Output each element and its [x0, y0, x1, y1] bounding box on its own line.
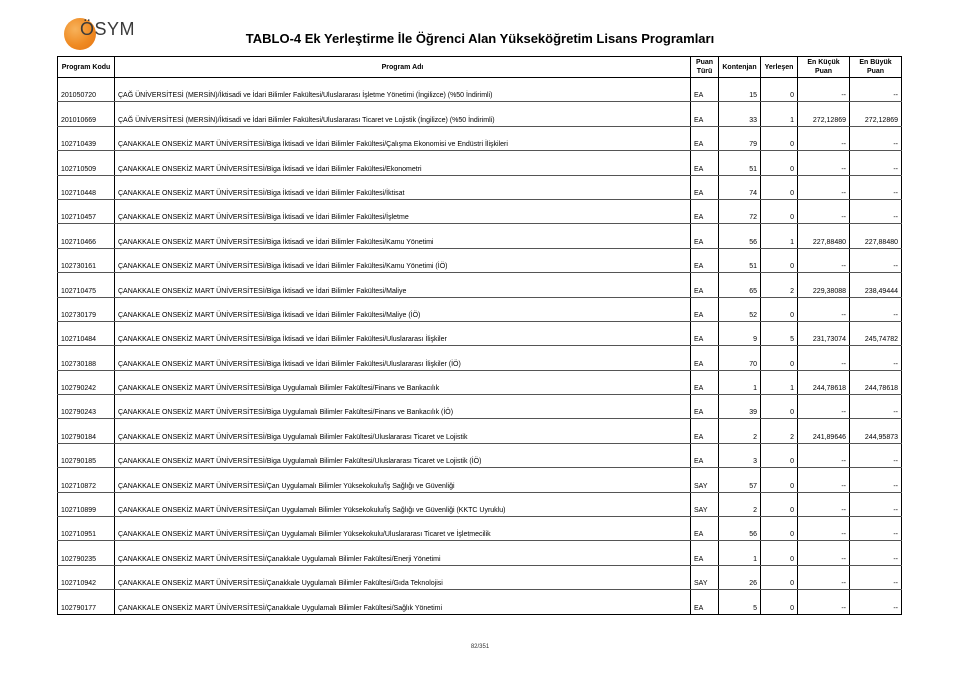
cell-en-kucuk-puan: --: [798, 517, 850, 541]
cell-program-adi: ÇANAKKALE ONSEKİZ MART ÜNİVERSİTESİ/Biga İktisadi ve İdari Bilimler Fakültesi/Ekonometri: [115, 151, 691, 175]
cell-en-buyuk-puan: 227,88480: [850, 224, 902, 248]
cell-kontenjan: 2: [719, 419, 761, 443]
cell-en-kucuk-puan: --: [798, 297, 850, 321]
cell-kontenjan: 56: [719, 224, 761, 248]
table-row: [58, 492, 902, 516]
col-header-en-buyuk-puan: [850, 57, 902, 78]
cell-program-adi: ÇANAKKALE ONSEKİZ MART ÜNİVERSİTESİ/Biga Uygulamalı Bilimler Fakültesi/Uluslararası Ticaret ve Lojistik: [115, 419, 691, 443]
cell-yerlesen: 0: [761, 199, 798, 223]
programs-table: [57, 56, 902, 615]
cell-en-kucuk-puan: 231,73074: [798, 321, 850, 345]
cell-program-kodu: 102790177: [58, 590, 115, 614]
table-body: [58, 78, 902, 615]
cell-yerlesen: 0: [761, 297, 798, 321]
cell-en-kucuk-puan: 241,89646: [798, 419, 850, 443]
cell-puan-turu: EA: [691, 297, 719, 321]
cell-yerlesen: 0: [761, 175, 798, 199]
cell-program-kodu: 102730188: [58, 346, 115, 370]
table-row: [58, 517, 902, 541]
cell-kontenjan: 52: [719, 297, 761, 321]
cell-en-kucuk-puan: --: [798, 346, 850, 370]
cell-yerlesen: 0: [761, 126, 798, 150]
cell-en-buyuk-puan: --: [850, 517, 902, 541]
cell-en-buyuk-puan: 272,12869: [850, 102, 902, 126]
cell-en-buyuk-puan: --: [850, 248, 902, 272]
cell-program-adi: ÇANAKKALE ONSEKİZ MART ÜNİVERSİTESİ/Biga İktisadi ve İdari Bilimler Fakültesi/Çalışma Ekonomisi ve Endüstri İlişkileri: [115, 126, 691, 150]
cell-yerlesen: 0: [761, 78, 798, 102]
cell-puan-turu: EA: [691, 395, 719, 419]
cell-en-kucuk-puan: 272,12869: [798, 102, 850, 126]
cell-kontenjan: 9: [719, 321, 761, 345]
cell-yerlesen: 1: [761, 224, 798, 248]
cell-yerlesen: 1: [761, 370, 798, 394]
cell-program-adi: ÇANAKKALE ONSEKİZ MART ÜNİVERSİTESİ/Biga Uygulamalı Bilimler Fakültesi/Uluslararası Ticaret ve Lojistik (İÖ): [115, 443, 691, 467]
cell-en-kucuk-puan: --: [798, 443, 850, 467]
cell-program-adi: ÇAĞ ÜNİVERSİTESİ (MERSİN)/İktisadi ve İdari Bilimler Fakültesi/Uluslararası Ticaret ve Lojistik (İngilizce) (%50 İndirimli): [115, 102, 691, 126]
cell-program-kodu: 102790185: [58, 443, 115, 467]
cell-kontenjan: 79: [719, 126, 761, 150]
cell-program-adi: ÇANAKKALE ONSEKİZ MART ÜNİVERSİTESİ/Biga İktisadi ve İdari Bilimler Fakültesi/Maliye: [115, 273, 691, 297]
cell-program-adi: ÇANAKKALE ONSEKİZ MART ÜNİVERSİTESİ/Biga İktisadi ve İdari Bilimler Fakültesi/İşletme: [115, 199, 691, 223]
cell-puan-turu: EA: [691, 370, 719, 394]
cell-en-buyuk-puan: --: [850, 443, 902, 467]
cell-en-kucuk-puan: 229,38088: [798, 273, 850, 297]
cell-program-kodu: 102710448: [58, 175, 115, 199]
cell-en-buyuk-puan: 244,95873: [850, 419, 902, 443]
cell-en-kucuk-puan: --: [798, 565, 850, 589]
cell-program-kodu: 102710509: [58, 151, 115, 175]
cell-en-buyuk-puan: --: [850, 468, 902, 492]
cell-kontenjan: 3: [719, 443, 761, 467]
cell-en-buyuk-puan: --: [850, 492, 902, 516]
table-row: [58, 151, 902, 175]
page-number: 82/351: [470, 644, 490, 650]
cell-puan-turu: EA: [691, 541, 719, 565]
cell-program-kodu: 102730161: [58, 248, 115, 272]
cell-program-adi: ÇANAKKALE ONSEKİZ MART ÜNİVERSİTESİ/Biga İktisadi ve İdari Bilimler Fakültesi/İktisat: [115, 175, 691, 199]
cell-kontenjan: 33: [719, 102, 761, 126]
cell-yerlesen: 2: [761, 273, 798, 297]
cell-program-adi: ÇANAKKALE ONSEKİZ MART ÜNİVERSİTESİ/Biga Uygulamalı Bilimler Fakültesi/Finans ve Bankacılık: [115, 370, 691, 394]
cell-program-adi: ÇANAKKALE ONSEKİZ MART ÜNİVERSİTESİ/Çan Uygulamalı Bilimler Yüksekokulu/Uluslararası Ticaret ve İşletmecilik: [115, 517, 691, 541]
col-header-puan-turu-line2: Türü: [696, 68, 713, 75]
table-row: [58, 443, 902, 467]
cell-en-buyuk-puan: --: [850, 199, 902, 223]
cell-program-kodu: 102710484: [58, 321, 115, 345]
cell-yerlesen: 0: [761, 541, 798, 565]
cell-program-kodu: 102710951: [58, 517, 115, 541]
cell-en-kucuk-puan: 244,78618: [798, 370, 850, 394]
cell-puan-turu: SAY: [691, 492, 719, 516]
cell-en-kucuk-puan: --: [798, 395, 850, 419]
cell-program-kodu: 102710457: [58, 199, 115, 223]
cell-program-kodu: 102710942: [58, 565, 115, 589]
cell-yerlesen: 0: [761, 492, 798, 516]
cell-yerlesen: 1: [761, 102, 798, 126]
cell-program-kodu: 102730179: [58, 297, 115, 321]
table-row: [58, 590, 902, 614]
cell-program-kodu: 201010669: [58, 102, 115, 126]
cell-puan-turu: EA: [691, 199, 719, 223]
table-row: [58, 419, 902, 443]
cell-program-kodu: 102790242: [58, 370, 115, 394]
page-title: TABLO-4 Ek Yerleştirme İle Öğrenci Alan Yükseköğretim Lisans Programları: [245, 31, 715, 46]
cell-program-kodu: 102710475: [58, 273, 115, 297]
cell-program-adi: ÇANAKKALE ONSEKİZ MART ÜNİVERSİTESİ/Çan Uygulamalı Bilimler Yüksekokulu/İş Sağlığı ve Güvenliği: [115, 468, 691, 492]
cell-kontenjan: 1: [719, 541, 761, 565]
cell-program-adi: ÇANAKKALE ONSEKİZ MART ÜNİVERSİTESİ/Çanakkale Uygulamalı Bilimler Fakültesi/Sağlık Yönetimi: [115, 590, 691, 614]
col-header-puan-turu-line1: Puan: [695, 59, 714, 66]
cell-program-adi: ÇAĞ ÜNİVERSİTESİ (MERSİN)/İktisadi ve İdari Bilimler Fakültesi/Uluslararası İşletme Yönetimi (İngilizce) (%50 İndirimli): [115, 78, 691, 102]
cell-en-buyuk-puan: --: [850, 78, 902, 102]
cell-program-kodu: 102710466: [58, 224, 115, 248]
cell-en-buyuk-puan: 238,49444: [850, 273, 902, 297]
cell-en-kucuk-puan: --: [798, 175, 850, 199]
cell-en-buyuk-puan: --: [850, 541, 902, 565]
cell-en-kucuk-puan: --: [798, 468, 850, 492]
cell-yerlesen: 0: [761, 151, 798, 175]
cell-program-adi: ÇANAKKALE ONSEKİZ MART ÜNİVERSİTESİ/Biga İktisadi ve İdari Bilimler Fakültesi/Kamu Yönetimi (İÖ): [115, 248, 691, 272]
cell-en-kucuk-puan: --: [798, 248, 850, 272]
cell-yerlesen: 0: [761, 468, 798, 492]
cell-kontenjan: 5: [719, 590, 761, 614]
cell-en-kucuk-puan: --: [798, 590, 850, 614]
cell-en-kucuk-puan: --: [798, 492, 850, 516]
cell-en-buyuk-puan: --: [850, 346, 902, 370]
cell-kontenjan: 51: [719, 248, 761, 272]
col-header-kontenjan: Kontenjan: [719, 57, 761, 78]
col-header-en-kucuk-line1: En Küçük: [807, 59, 840, 66]
table-row: [58, 102, 902, 126]
cell-kontenjan: 51: [719, 151, 761, 175]
cell-yerlesen: 5: [761, 321, 798, 345]
col-header-program-adi: Program Adı: [115, 57, 691, 78]
cell-program-adi: ÇANAKKALE ONSEKİZ MART ÜNİVERSİTESİ/Biga İktisadi ve İdari Bilimler Fakültesi/Uluslararası İlişkiler: [115, 321, 691, 345]
cell-en-buyuk-puan: --: [850, 590, 902, 614]
cell-puan-turu: EA: [691, 102, 719, 126]
table-row: [58, 224, 902, 248]
cell-program-kodu: 201050720: [58, 78, 115, 102]
table-row: [58, 346, 902, 370]
table-row: [58, 541, 902, 565]
table-row: [58, 321, 902, 345]
table-row: [58, 565, 902, 589]
cell-puan-turu: EA: [691, 346, 719, 370]
cell-puan-turu: EA: [691, 321, 719, 345]
cell-kontenjan: 15: [719, 78, 761, 102]
cell-puan-turu: EA: [691, 175, 719, 199]
cell-program-kodu: 102790235: [58, 541, 115, 565]
cell-yerlesen: 0: [761, 590, 798, 614]
cell-yerlesen: 0: [761, 443, 798, 467]
table-row: [58, 126, 902, 150]
cell-kontenjan: 39: [719, 395, 761, 419]
cell-en-buyuk-puan: 245,74782: [850, 321, 902, 345]
cell-program-adi: ÇANAKKALE ONSEKİZ MART ÜNİVERSİTESİ/Çanakkale Uygulamalı Bilimler Fakültesi/Gıda Teknolojisi: [115, 565, 691, 589]
cell-yerlesen: 0: [761, 517, 798, 541]
osym-logo-text: ÖSYM: [80, 19, 136, 39]
cell-puan-turu: SAY: [691, 468, 719, 492]
cell-puan-turu: EA: [691, 78, 719, 102]
cell-puan-turu: SAY: [691, 565, 719, 589]
cell-kontenjan: 56: [719, 517, 761, 541]
cell-puan-turu: EA: [691, 419, 719, 443]
cell-kontenjan: 74: [719, 175, 761, 199]
cell-yerlesen: 0: [761, 565, 798, 589]
table-row: [58, 248, 902, 272]
cell-program-adi: ÇANAKKALE ONSEKİZ MART ÜNİVERSİTESİ/Biga İktisadi ve İdari Bilimler Fakültesi/Uluslararası İlişkiler (İÖ): [115, 346, 691, 370]
col-header-en-kucuk-line2: Puan: [814, 68, 833, 75]
cell-kontenjan: 1: [719, 370, 761, 394]
cell-program-adi: ÇANAKKALE ONSEKİZ MART ÜNİVERSİTESİ/Biga İktisadi ve İdari Bilimler Fakültesi/Maliye (İÖ): [115, 297, 691, 321]
cell-en-buyuk-puan: --: [850, 126, 902, 150]
col-header-yerlesen: Yerleşen: [761, 57, 798, 78]
col-header-program-kodu: Program Kodu: [58, 57, 115, 78]
cell-en-kucuk-puan: --: [798, 541, 850, 565]
table-row: [58, 395, 902, 419]
col-header-en-kucuk-puan: [798, 57, 850, 78]
cell-puan-turu: EA: [691, 443, 719, 467]
cell-program-kodu: 102790184: [58, 419, 115, 443]
table-row: [58, 468, 902, 492]
cell-program-adi: ÇANAKKALE ONSEKİZ MART ÜNİVERSİTESİ/Çan Uygulamalı Bilimler Yüksekokulu/İş Sağlığı ve Güvenliği (KKTC Uyruklu): [115, 492, 691, 516]
cell-yerlesen: 0: [761, 346, 798, 370]
table-row: [58, 175, 902, 199]
cell-en-kucuk-puan: --: [798, 199, 850, 223]
table-row: [58, 199, 902, 223]
cell-puan-turu: EA: [691, 273, 719, 297]
cell-en-buyuk-puan: --: [850, 297, 902, 321]
cell-program-kodu: 102790243: [58, 395, 115, 419]
cell-kontenjan: 65: [719, 273, 761, 297]
cell-en-buyuk-puan: --: [850, 395, 902, 419]
col-header-en-buyuk-line1: En Büyük: [859, 59, 892, 66]
cell-en-buyuk-puan: --: [850, 565, 902, 589]
cell-puan-turu: EA: [691, 224, 719, 248]
cell-kontenjan: 2: [719, 492, 761, 516]
cell-program-kodu: 102710899: [58, 492, 115, 516]
cell-yerlesen: 0: [761, 395, 798, 419]
cell-program-kodu: 102710439: [58, 126, 115, 150]
table-row: [58, 297, 902, 321]
table-row: [58, 273, 902, 297]
table-row: [58, 370, 902, 394]
cell-program-adi: ÇANAKKALE ONSEKİZ MART ÜNİVERSİTESİ/Çanakkale Uygulamalı Bilimler Fakültesi/Enerji Yönetimi: [115, 541, 691, 565]
cell-program-adi: ÇANAKKALE ONSEKİZ MART ÜNİVERSİTESİ/Biga İktisadi ve İdari Bilimler Fakültesi/Kamu Yönetimi: [115, 224, 691, 248]
cell-puan-turu: EA: [691, 151, 719, 175]
cell-program-kodu: 102710872: [58, 468, 115, 492]
cell-puan-turu: EA: [691, 517, 719, 541]
cell-en-kucuk-puan: --: [798, 126, 850, 150]
table-row: [58, 78, 902, 102]
col-header-puan-turu: [691, 57, 719, 78]
cell-program-adi: ÇANAKKALE ONSEKİZ MART ÜNİVERSİTESİ/Biga Uygulamalı Bilimler Fakültesi/Finans ve Bankacılık (İÖ): [115, 395, 691, 419]
cell-kontenjan: 26: [719, 565, 761, 589]
cell-en-buyuk-puan: 244,78618: [850, 370, 902, 394]
cell-en-buyuk-puan: --: [850, 175, 902, 199]
cell-puan-turu: EA: [691, 590, 719, 614]
cell-kontenjan: 72: [719, 199, 761, 223]
col-header-en-buyuk-line2: Puan: [866, 68, 885, 75]
cell-kontenjan: 57: [719, 468, 761, 492]
cell-en-buyuk-puan: --: [850, 151, 902, 175]
cell-en-kucuk-puan: 227,88480: [798, 224, 850, 248]
cell-en-kucuk-puan: --: [798, 78, 850, 102]
cell-en-kucuk-puan: --: [798, 151, 850, 175]
cell-yerlesen: 0: [761, 248, 798, 272]
cell-puan-turu: EA: [691, 126, 719, 150]
cell-puan-turu: EA: [691, 248, 719, 272]
table-header-row: [58, 57, 902, 78]
cell-kontenjan: 70: [719, 346, 761, 370]
cell-yerlesen: 2: [761, 419, 798, 443]
